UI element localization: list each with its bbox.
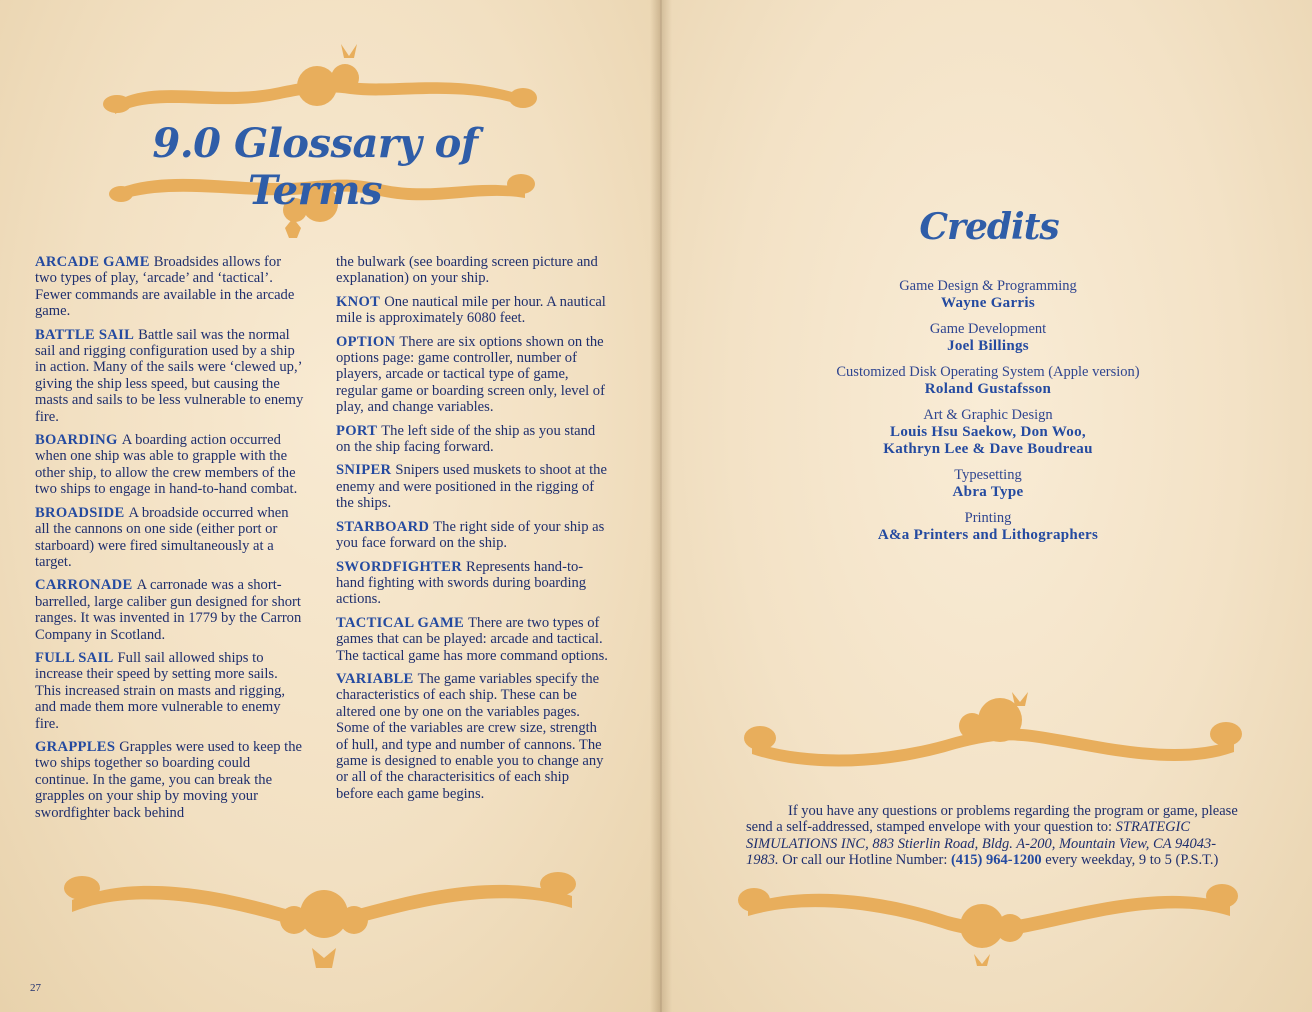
hotline-text: Or call our Hotline Number:: [782, 852, 948, 869]
glossary-title: 9.0 Glossary of Terms: [152, 120, 478, 214]
rope-ornament-right-top: [742, 686, 1242, 786]
credit-block: [790, 407, 1186, 458]
glossary-entry: [336, 462, 608, 511]
glossary-entry: [35, 739, 305, 821]
glossary-term: BATTLE SAIL: [35, 326, 135, 343]
glossary-definition: Broadsides allows for two types of play, ‘arcade’ and ‘tactical’. Fewer commands are available in the arcade game.: [35, 254, 295, 320]
contact-intro: If you have any questions or problems regarding the program or game, please send a self-addressed, stamped envelope with your question to:: [746, 802, 1238, 836]
credit-role: Game Development: [929, 321, 1047, 337]
glossary-term: PORT: [336, 422, 378, 439]
glossary-definition: The game variables specify the characteristics of each ship. These can be altered one by one on the variables pages. Some of the variables are crew size, strength of hull, and type and number of cannons. The game is designed to enable you to change any or all of the characterisitics of each ship before each game begins.: [336, 670, 604, 802]
glossary-term: KNOT: [336, 293, 381, 310]
glossary-entry: [35, 577, 305, 643]
glossary-term: ARCADE GAME: [35, 254, 150, 270]
glossary-term: BROADSIDE: [35, 504, 125, 521]
credit-names: Wayne Garris: [940, 295, 1035, 311]
credit-role: Art & Graphic Design: [923, 407, 1053, 423]
hotline-phone: (415) 964-1200: [950, 852, 1042, 869]
glossary-entry: [336, 519, 608, 552]
glossary-definition: Represents hand-to-hand fighting with swords during boarding actions.: [336, 558, 587, 608]
glossary-definition: A broadside occurred when all the cannons on one side (either port or starboard) were fired simultaneously at a target.: [35, 504, 289, 570]
glossary-column-2: [336, 254, 608, 809]
rope-ornament-right-bottom: [738, 876, 1238, 976]
glossary-definition: The left side of the ship as you stand on the ship facing forward.: [336, 422, 596, 456]
credit-role: Typesetting: [954, 467, 1022, 483]
glossary-definition: Battle sail was the normal sail and rigging configuration used by a ship in action. Many of the sails were ‘clewed up,’ giving the ship less speed, but causing the masts and sails to be less vulnerable to enemy fire.: [35, 326, 304, 425]
book-spine: [650, 0, 672, 1012]
glossary-entry: [336, 615, 608, 664]
credit-names: Abra Type: [952, 484, 1024, 500]
glossary-definition: There are two types of games that can be played: arcade and tactical. The tactical game has more command options.: [336, 614, 608, 664]
credits-title: Credits: [919, 206, 1059, 248]
credits-list: [790, 278, 1186, 553]
credit-block: [790, 364, 1186, 398]
glossary-term: SNIPER: [336, 462, 392, 479]
glossary-continuation: the bulwark (see boarding screen picture and explanation) on your ship.: [336, 254, 598, 287]
glossary-entry: [336, 334, 608, 416]
glossary-entry: [35, 650, 305, 732]
contact-paragraph: [746, 803, 1238, 869]
glossary-definition: There are six options shown on the options page: game controller, number of players, arcade or tactical type of game, regular game or boarding screen only, level of play, and change variables.: [336, 333, 605, 416]
glossary-term: VARIABLE: [336, 670, 414, 687]
credit-block: [790, 510, 1186, 544]
credit-names: Joel Billings: [947, 338, 1029, 354]
glossary-entry: [336, 294, 608, 327]
glossary-term: TACTICAL GAME: [336, 614, 465, 631]
page-number: 27: [30, 982, 41, 994]
glossary-definition: A boarding action occurred when one ship was able to grapple with the other ship, to allow the crew members of the two ships to engage in hand-to-hand combat.: [35, 432, 298, 498]
credit-names: A&a Printers and Lithographers: [877, 527, 1099, 543]
credit-role: Customized Disk Operating System (Apple version): [836, 364, 1140, 380]
glossary-definition: Snipers used muskets to shoot at the enemy and were positioned in the rigging of the ships.: [336, 462, 607, 512]
credit-block: [790, 321, 1186, 355]
glossary-definition: One nautical mile per hour. A nautical mile is approximately 6080 feet.: [336, 293, 606, 327]
glossary-entry: [35, 254, 305, 320]
rope-ornament-bottom-left: [62, 860, 582, 980]
credit-block: [790, 278, 1186, 312]
glossary-term: SWORDFIGHTER: [336, 558, 463, 575]
glossary-term: STARBOARD: [336, 518, 430, 535]
glossary-entry: [35, 505, 305, 571]
glossary-term: OPTION: [336, 333, 396, 350]
glossary-definition: Grapples were used to keep the two ships together so boarding could continue. In the game, you can break the grapples on your ship by moving your swordfighter back behind: [35, 738, 303, 821]
glossary-term: CARRONADE: [35, 577, 133, 594]
hotline-hours: every weekday, 9 to 5 (P.S.T.): [1045, 852, 1219, 869]
credit-block: [790, 467, 1186, 501]
glossary-definition: Full sail allowed ships to increase their speed by setting more sails. This increased strain on masts and rigging, and made them more vulnerable to enemy fire.: [35, 649, 286, 732]
glossary-definition: The right side of your ship as you face forward on the ship.: [336, 518, 605, 552]
glossary-entry: [336, 559, 608, 608]
contact-address: STRATEGIC SIMULATIONS INC, 883 Stierlin Road, Bldg. A-200, Mountain View, CA 94043-1983.: [746, 819, 1217, 869]
credit-role: Game Design & Programming: [899, 278, 1077, 294]
credit-names: Louis Hsu Saekow, Don Woo,: [890, 424, 1086, 440]
glossary-entry: [336, 671, 608, 802]
credit-names: Kathryn Lee & Dave Boudreau: [883, 441, 1093, 457]
glossary-term: GRAPPLES: [35, 738, 116, 755]
glossary-term: FULL SAIL: [35, 649, 114, 666]
glossary-entry: [35, 327, 305, 425]
glossary-term: BOARDING: [35, 432, 118, 449]
glossary-definition: A carronade was a short-barrelled, large caliber gun designed for short ranges. It was invented in 1779 by the Carron Company in Scotland.: [35, 577, 302, 643]
glossary-entry: [35, 432, 305, 498]
glossary-column-1: [35, 254, 305, 828]
credit-role: Printing: [964, 510, 1012, 526]
credit-names: Roland Gustafsson: [924, 381, 1052, 397]
glossary-entry: [336, 423, 608, 456]
